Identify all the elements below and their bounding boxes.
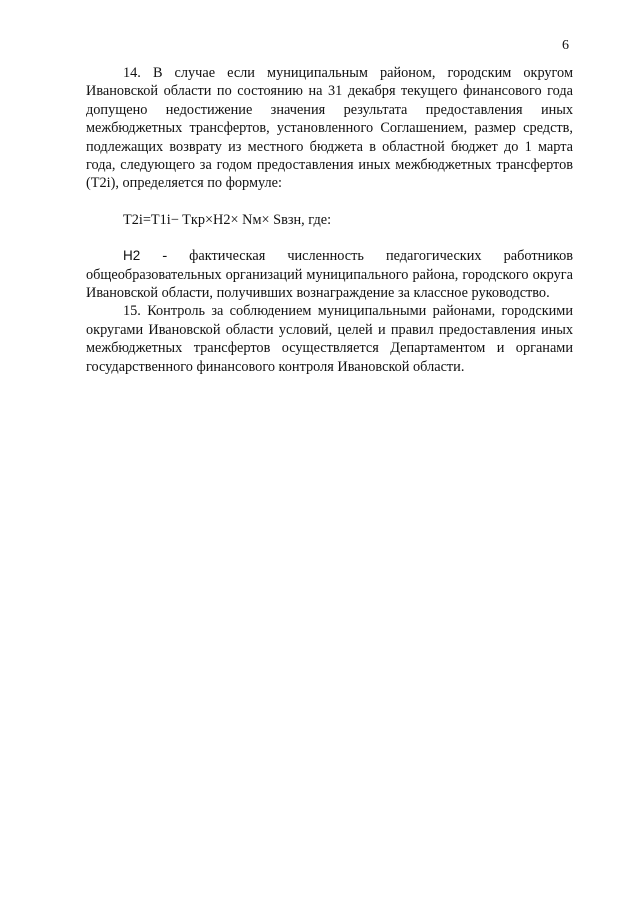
page-number: 6 — [562, 38, 569, 53]
h2-symbol: Н2 — [123, 248, 141, 264]
document-body — [86, 64, 573, 376]
formula-line: T2i=T1i− Tкр×H2× Nм× Sвзн, где: — [123, 211, 332, 228]
paragraph-h2-definition — [86, 247, 573, 302]
paragraph-15: 15. Контроль за соблюдением муниципальными районами, городскими округами Ивановской области условий, целей и правил предоставления иных межбюджетных трансфертов осуществляется Департаментом и органами государственного финансового контроля Ивановской области. — [86, 303, 573, 375]
paragraph-14: 14. В случае если муниципальным районом, городским округом Ивановской области по состоянию на 31 декабря текущего финансового года допущено недостижение значения результата предоставления иных межбюджетных трансфертов, установленного Соглашением, размер средств, подлежащих возврату из местного бюджета в областной бюджет до 1 марта года, следующего за годом предоставления иных межбюджетных трансфертов (T2i), определяется по формуле: — [86, 65, 573, 192]
h2-definition-text: - фактическая численность педагогических работников общеобразовательных организаций муниципального района, городского округа Ивановской области, получивших вознаграждение за классное руководство. — [86, 248, 573, 302]
